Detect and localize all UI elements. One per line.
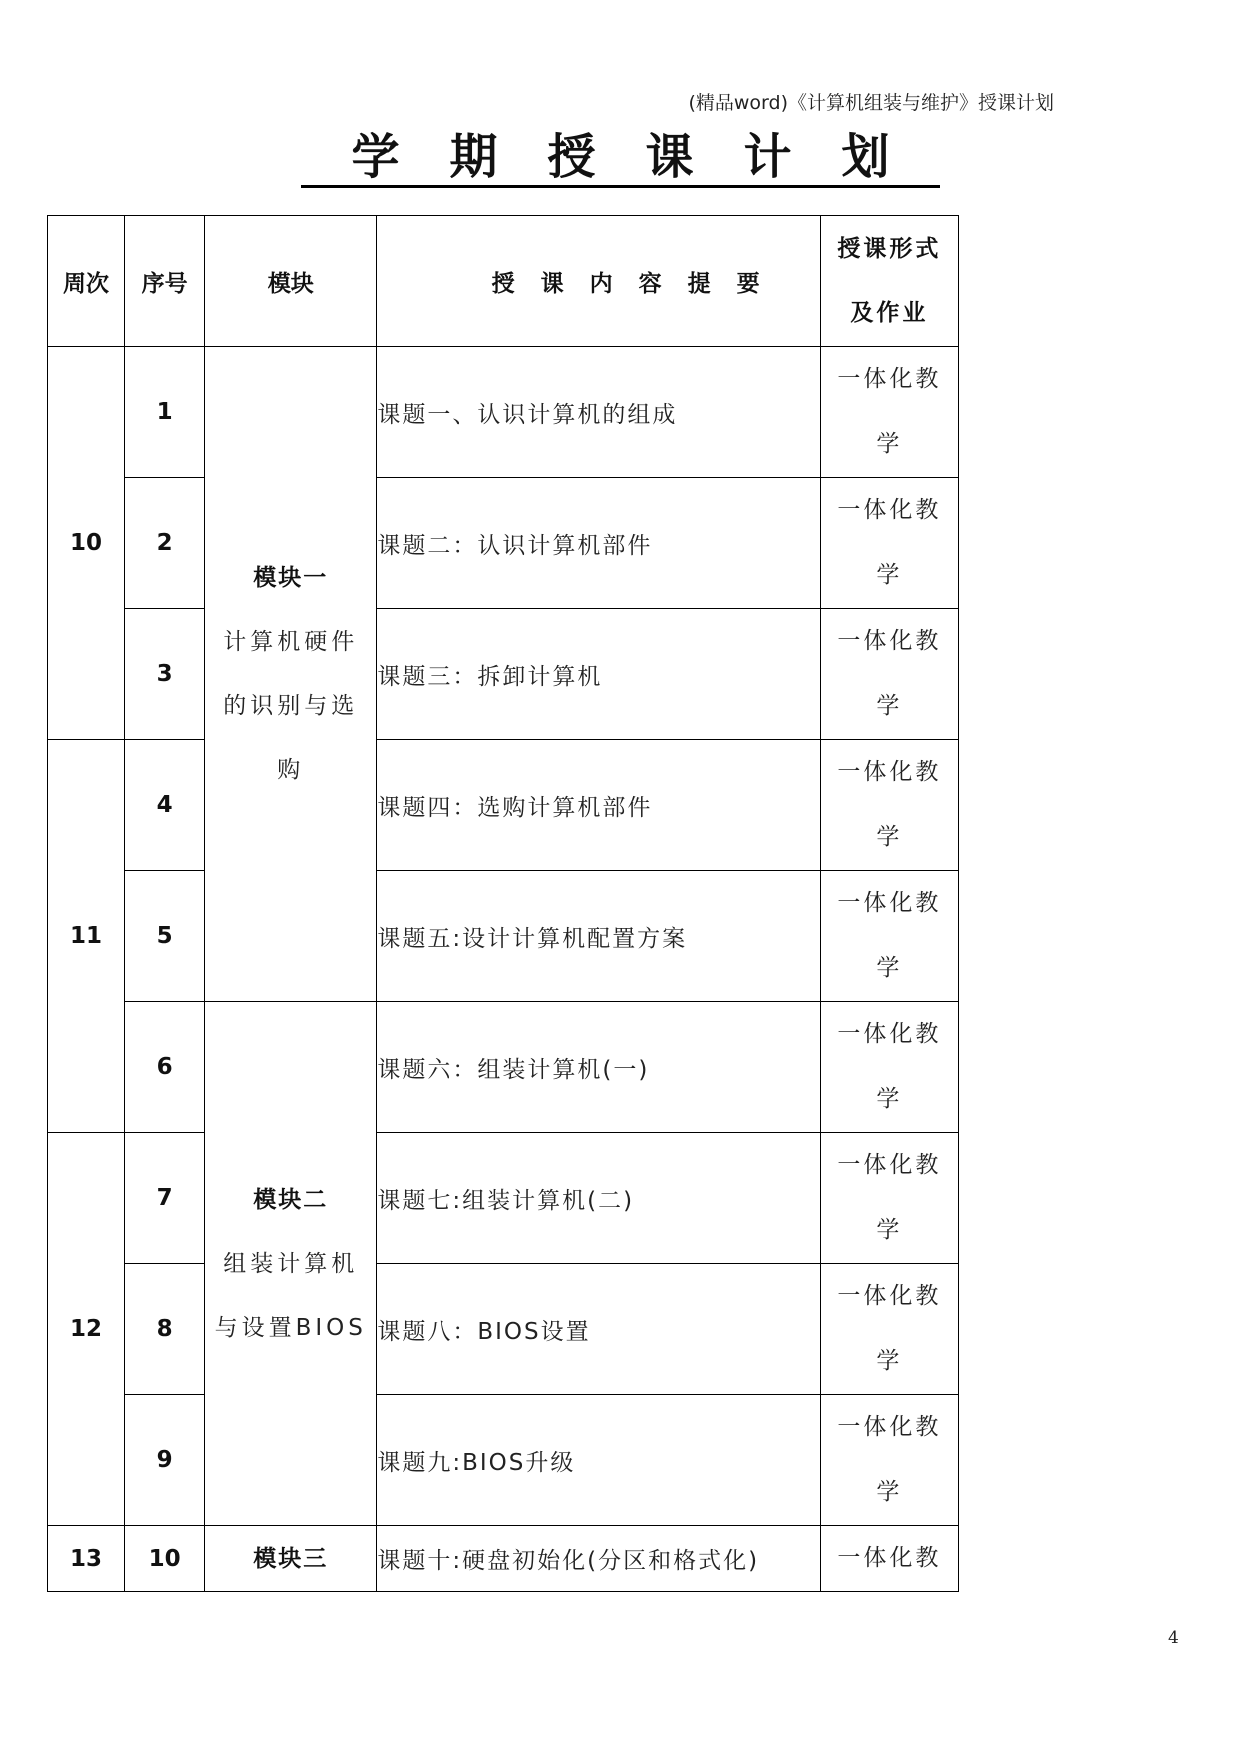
table-row [48, 1133, 959, 1264]
week-cell: 10 [48, 347, 125, 740]
table-row [48, 347, 959, 478]
module-name: 模块三 [253, 1545, 329, 1572]
content-cell: 课题六：组装计算机(一) [377, 1002, 820, 1133]
module-desc-line: 组装计算机 [223, 1250, 359, 1277]
module-name: 模块一 [253, 565, 329, 591]
form-cell [820, 1002, 958, 1133]
form-line1: 一体化教 [837, 497, 942, 523]
content-cell: 课题五:设计计算机配置方案 [377, 871, 820, 1002]
page-title [0, 118, 1241, 187]
form-line2: 学 [876, 1348, 903, 1374]
form-cell [820, 740, 958, 871]
teaching-plan-table [47, 215, 959, 1592]
seq-cell: 1 [125, 347, 205, 478]
header-seq: 序号 [125, 216, 205, 347]
module-name: 模块二 [253, 1186, 329, 1213]
form-line2: 学 [876, 1217, 903, 1243]
seq-cell: 3 [125, 609, 205, 740]
module-desc-line: 的识别与选 [223, 693, 359, 719]
header-module: 模块 [205, 216, 377, 347]
table-header-row [48, 216, 959, 347]
form-line2: 学 [876, 693, 903, 719]
seq-cell: 7 [125, 1133, 205, 1264]
form-cell [820, 609, 958, 740]
seq-cell: 10 [125, 1526, 205, 1592]
module-cell [205, 1526, 377, 1592]
header-content-label: 授课内容提要 [491, 270, 786, 297]
form-line1: 一体化教 [837, 1152, 942, 1178]
seq-cell: 6 [125, 1002, 205, 1133]
form-line2: 学 [876, 955, 903, 981]
form-cell [820, 347, 958, 478]
table-row [48, 1395, 959, 1526]
content-cell: 课题二：认识计算机部件 [377, 478, 820, 609]
module-cell [205, 347, 377, 1002]
week-cell: 12 [48, 1133, 125, 1526]
form-cell [820, 478, 958, 609]
header-form-line2: 及作业 [850, 300, 929, 326]
form-line2: 学 [876, 562, 903, 588]
document-header-note: (精品word)《计算机组装与维护》授课计划 [688, 92, 1054, 114]
form-line2: 学 [876, 824, 903, 850]
header-week: 周次 [48, 216, 125, 347]
module-cell [205, 1002, 377, 1526]
form-line1: 一体化教 [837, 1283, 942, 1309]
form-line1: 一体化教 [837, 628, 942, 654]
form-line2: 学 [876, 1086, 903, 1112]
form-line1: 一体化教 [837, 1545, 942, 1571]
form-cell [820, 1264, 958, 1395]
content-cell: 课题四：选购计算机部件 [377, 740, 820, 871]
table-row [48, 1526, 959, 1592]
module-desc-line: 购 [277, 757, 305, 783]
table-row [48, 478, 959, 609]
table-row [48, 609, 959, 740]
form-cell [820, 1395, 958, 1526]
table-row [48, 1264, 959, 1395]
page-number: 4 [1168, 1628, 1179, 1648]
module-desc-line: 与设置BIOS [214, 1314, 367, 1341]
form-line1: 一体化教 [837, 366, 942, 392]
seq-cell: 2 [125, 478, 205, 609]
table-row [48, 1002, 959, 1133]
seq-cell: 8 [125, 1264, 205, 1395]
seq-cell: 9 [125, 1395, 205, 1526]
seq-cell: 4 [125, 740, 205, 871]
week-cell: 13 [48, 1526, 125, 1592]
page-title-text: 学期授课计划 [301, 129, 939, 188]
header-content [377, 216, 820, 347]
content-cell: 课题七:组装计算机(二) [377, 1133, 820, 1264]
content-cell: 课题九:BIOS升级 [377, 1395, 820, 1526]
content-cell: 课题十:硬盘初始化(分区和格式化) [377, 1526, 820, 1592]
form-line1: 一体化教 [837, 1021, 942, 1047]
seq-cell: 5 [125, 871, 205, 1002]
form-line1: 一体化教 [837, 759, 942, 785]
content-cell: 课题八：BIOS设置 [377, 1264, 820, 1395]
form-line2: 学 [876, 1479, 903, 1505]
form-cell [820, 1133, 958, 1264]
table-row [48, 740, 959, 871]
form-line1: 一体化教 [837, 1414, 942, 1440]
form-cell [820, 871, 958, 1002]
content-cell: 课题三：拆卸计算机 [377, 609, 820, 740]
form-line2: 学 [876, 431, 903, 457]
form-line1: 一体化教 [837, 890, 942, 916]
table-row [48, 871, 959, 1002]
header-form [820, 216, 958, 347]
content-cell: 课题一、认识计算机的组成 [377, 347, 820, 478]
form-cell [820, 1526, 958, 1592]
header-form-line1: 授课形式 [837, 236, 942, 262]
week-cell: 11 [48, 740, 125, 1133]
module-desc-line: 计算机硬件 [223, 629, 359, 655]
